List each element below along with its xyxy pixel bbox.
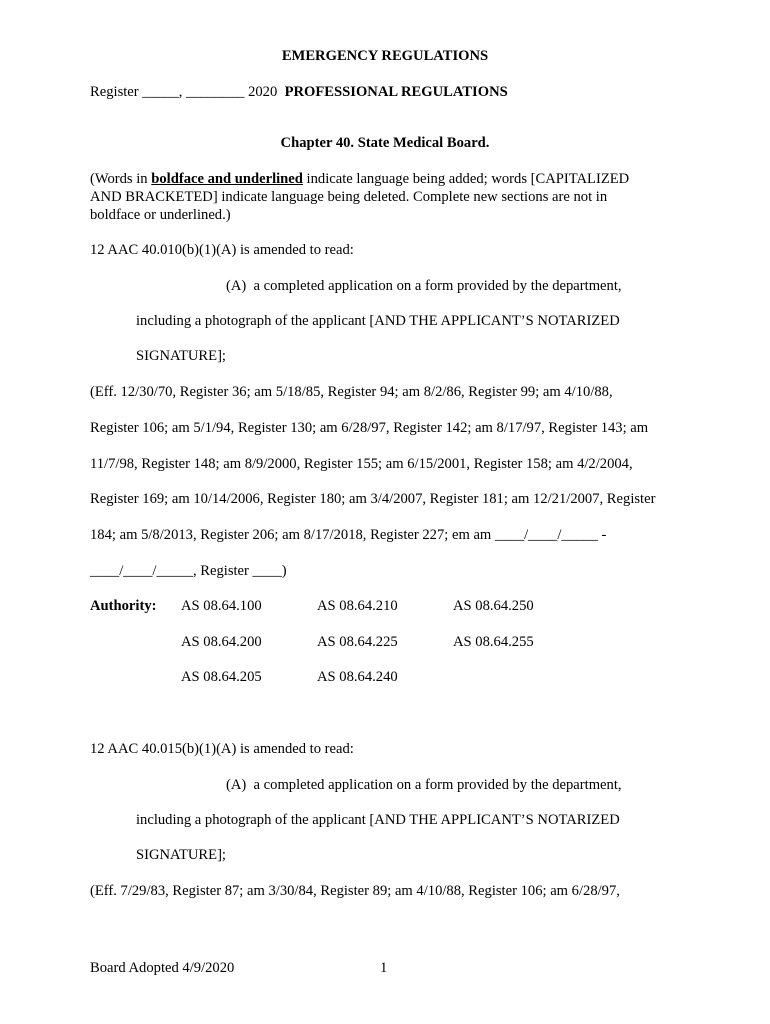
register-prefix: Register _____, ________ 2020 xyxy=(90,84,285,100)
authority-label: Authority: xyxy=(90,598,157,614)
section2-item-a: (A) a completed application on a form provided by the department, xyxy=(226,777,622,793)
authority-citation: AS 08.64.225 xyxy=(317,634,398,650)
authority-citation: AS 08.64.205 xyxy=(181,669,262,685)
section1-item-b: including a photograph of the applicant [AND THE APPLICANT’S NOTARIZED xyxy=(136,313,620,329)
chapter-heading: Chapter 40. State Medical Board. xyxy=(280,135,490,151)
section1-history-line: 184; am 5/8/2013, Register 206; am 8/17/2018, Register 227; em am ____/____/_____ - xyxy=(90,527,607,543)
section1-history-line: Register 169; am 10/14/2006, Register 180; am 3/4/2007, Register 181; am 12/21/2007, Register xyxy=(90,491,656,507)
section2-item-b: including a photograph of the applicant [AND THE APPLICANT’S NOTARIZED xyxy=(136,812,620,828)
legend-text-a: (Words in xyxy=(90,171,152,187)
legend-bold-underlined: boldface and underlined xyxy=(151,171,303,187)
section1-history-line: 11/7/98, Register 148; am 8/9/2000, Register 155; am 6/15/2001, Register 158; am 4/2/2004, xyxy=(90,456,633,472)
legend-text-c: indicate language being added; words [CAPITALIZED xyxy=(302,171,630,187)
section1-item-c: SIGNATURE]; xyxy=(136,348,226,364)
section2-history-line: (Eff. 7/29/83, Register 87; am 3/30/84, Register 89; am 4/10/88, Register 106; am 6/28/97, xyxy=(90,883,620,899)
section1-history-line: ____/____/_____, Register ____) xyxy=(90,563,287,579)
section2-amend-line: 12 AAC 40.015(b)(1)(A) is amended to read: xyxy=(90,741,354,757)
authority-citation: AS 08.64.200 xyxy=(181,634,262,650)
authority-citation: AS 08.64.210 xyxy=(317,598,398,614)
section1-item-a: (A) a completed application on a form provided by the department, xyxy=(226,278,622,294)
section1-amend-line: 12 AAC 40.010(b)(1)(A) is amended to read: xyxy=(90,242,354,258)
page-number: 1 xyxy=(380,960,388,976)
legend-line-3: boldface or underlined.) xyxy=(90,207,231,223)
authority-citation: AS 08.64.250 xyxy=(453,598,534,614)
authority-citation: AS 08.64.240 xyxy=(317,669,398,685)
section1-history-line: (Eff. 12/30/70, Register 36; am 5/18/85, Register 94; am 8/2/86, Register 99; am 4/10/88, xyxy=(90,384,613,400)
register-line xyxy=(90,83,508,101)
legend-line-1 xyxy=(90,170,629,188)
legend-line-2: AND BRACKETED] indicate language being deleted. Complete new sections are not in xyxy=(90,189,608,205)
section1-history-line: Register 106; am 5/1/94, Register 130; am 6/28/97, Register 142; am 8/17/97, Register 143; am xyxy=(90,420,649,436)
register-heading: PROFESSIONAL REGULATIONS xyxy=(284,84,508,100)
authority-citation: AS 08.64.100 xyxy=(181,598,262,614)
footer-adopted-date: Board Adopted 4/9/2020 xyxy=(90,960,235,976)
document-title: EMERGENCY REGULATIONS xyxy=(281,48,489,64)
section2-item-c: SIGNATURE]; xyxy=(136,847,226,863)
authority-citation: AS 08.64.255 xyxy=(453,634,534,650)
